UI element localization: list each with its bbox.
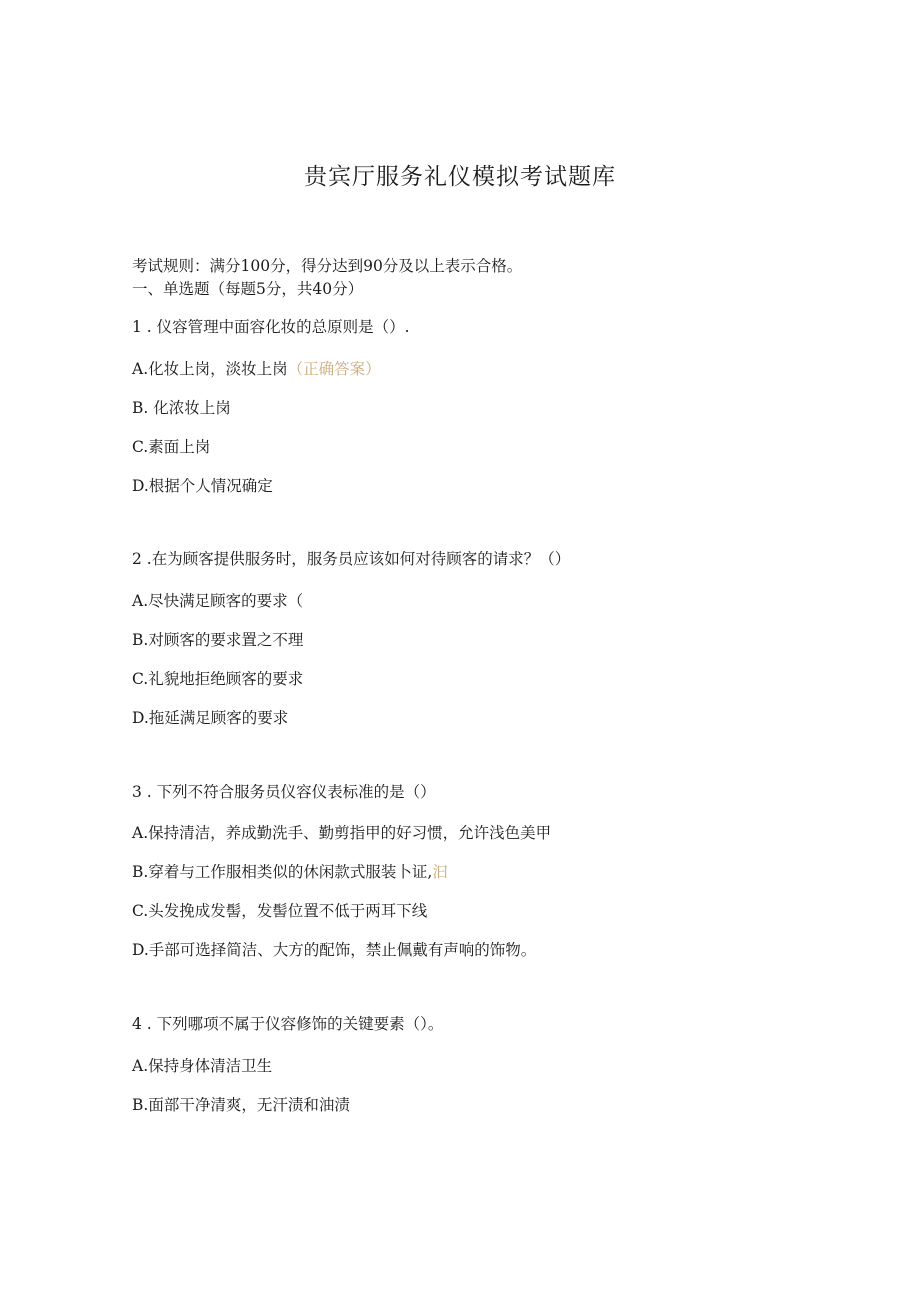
page-title: 贵宾厅服务礼仪模拟考试题库: [304, 164, 616, 190]
option-text: B.穿着与工作服相类似的休闲款式服装卜证,: [132, 863, 433, 881]
question-3-option-c: C.头发挽成发髻，发髻位置不低于两耳下线: [132, 902, 428, 920]
question-2-option-c: C.礼貌地拒绝顾客的要求: [132, 670, 304, 688]
question-2-option-d: D.拖延满足顾客的要求: [132, 709, 289, 727]
question-1-option-a: [132, 359, 381, 379]
question-stem-4: 4 . 下列哪项不属于仪容修饰的关键要素（）。: [132, 1015, 444, 1033]
question-stem-1: 1 . 仪容管理中面容化妆的总原则是（）.: [132, 318, 410, 336]
question-stem-3: 3 . 下列不符合服务员仪容仪表标准的是（）: [132, 783, 436, 801]
question-1-option-c: C.素面上岗: [132, 438, 211, 456]
correct-answer-mark: （正确答案）: [287, 360, 381, 378]
section-heading: 一、单选题（每题5分，共40分）: [132, 280, 364, 298]
question-2-option-b: B.对顾客的要求置之不理: [132, 631, 304, 649]
question-2-option-a: A.尽快满足顾客的要求（: [132, 592, 304, 610]
stray-mark: 汩: [432, 863, 448, 881]
question-3-option-a: A.保持清洁，养成勤洗手、勤剪指甲的好习惯，允许浅色美甲: [132, 824, 552, 842]
question-stem-2: 2 .在为顾客提供服务时，服务员应该如何对待顾客的请求？（）: [132, 550, 571, 568]
exam-rules: 考试规则：满分100分，得分达到90分及以上表示合格。: [132, 257, 523, 275]
question-1-option-d: D.根据个人情况确定: [132, 477, 273, 495]
question-3-option-d: D.手部可选择简洁、大方的配饰，禁止佩戴有声响的饰物。: [132, 941, 537, 959]
option-text: A.化妆上岗，淡妆上岗: [132, 360, 288, 378]
question-1-option-b: B. 化浓妆上岗: [132, 399, 231, 417]
question-3-option-b: [132, 862, 448, 882]
question-4-option-b: B.面部干净清爽，无汗渍和油渍: [132, 1096, 350, 1114]
question-4-option-a: A.保持身体清洁卫生: [132, 1057, 273, 1075]
